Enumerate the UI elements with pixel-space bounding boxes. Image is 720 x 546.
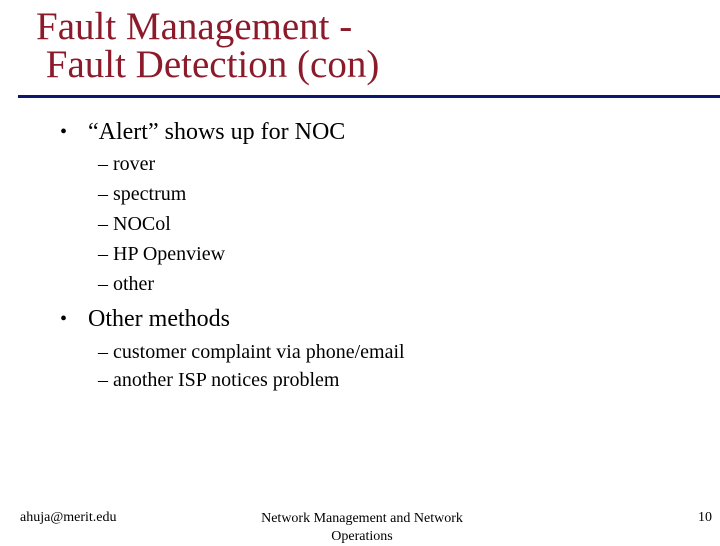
bullet-text: “Alert” shows up for NOC [88, 119, 346, 145]
footer-author: ahuja@merit.edu [20, 510, 117, 525]
sub-item-spectrum: – spectrum [98, 183, 187, 205]
sub-item-hp-openview: – HP Openview [98, 243, 226, 265]
bullet-dot: • [60, 308, 68, 330]
sub-item-isp-notices: – another ISP notices problem [98, 369, 340, 391]
bullet-dot: • [60, 121, 68, 143]
bullet-text: Other methods [88, 306, 230, 332]
title-underline [18, 95, 720, 98]
footer-course-title: Network Management and Network Operations [261, 511, 463, 544]
sub-item-rover: – rover [98, 153, 156, 175]
title-line-2: Fault Detection (con) [36, 43, 380, 86]
sub-item-customer-complaint: – customer complaint via phone/email [98, 341, 405, 363]
title-line-1: Fault Management - [36, 5, 353, 48]
sub-item-nocol: – NOCol [98, 213, 171, 235]
sub-item-other: – other [98, 273, 155, 295]
slide-title [36, 5, 380, 86]
footer-page-number: 10 [698, 510, 712, 525]
